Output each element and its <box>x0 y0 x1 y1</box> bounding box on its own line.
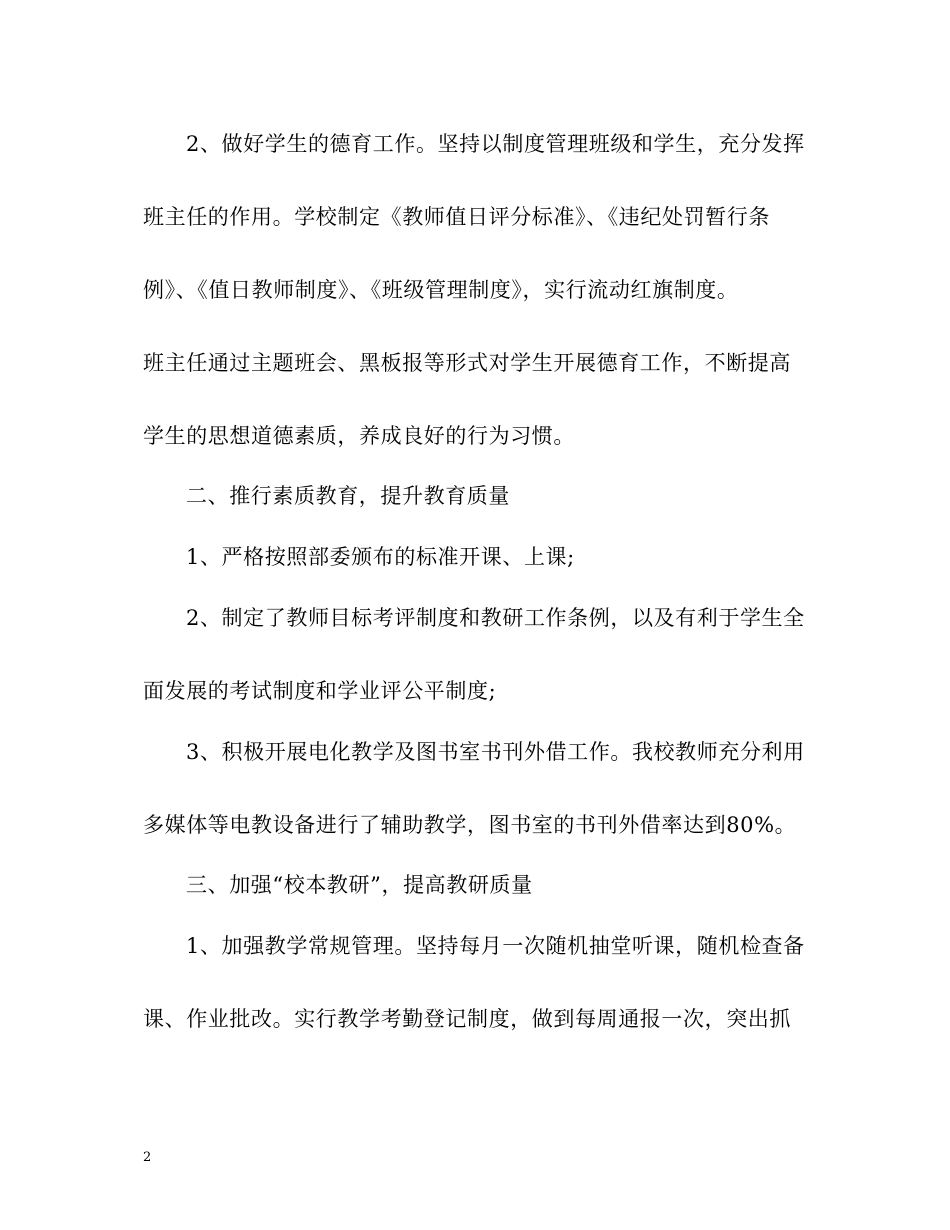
paragraph-line: 例》、《值日教师制度》、《班级管理制度》，实行流动红旗制度。 <box>143 278 739 302</box>
page-number: 2 <box>143 1150 152 1165</box>
paragraph-line: 面发展的考试制度和学业评公平制度; <box>143 679 497 703</box>
paragraph-line: 多媒体等电教设备进行了辅助教学，图书室的书刊外借率达到80%。 <box>143 813 797 837</box>
paragraph-line: 2、做好学生的德育工作。坚持以制度管理班级和学生，充分发挥 <box>186 132 805 156</box>
section-heading: 三、加强“校本教研”，提高教研质量 <box>186 873 533 897</box>
paragraph-line: 学生的思想道德素质，养成良好的行为习惯。 <box>143 424 575 448</box>
list-item: 1、加强教学常规管理。坚持每月一次随机抽堂听课，随机检查备 <box>186 934 805 958</box>
list-item: 2、制定了教师目标考评制度和教研工作条例，以及有利于学生全 <box>186 606 805 630</box>
section-heading: 二、推行素质教育，提升教育质量 <box>186 484 510 508</box>
paragraph-line: 班主任的作用。学校制定《教师值日评分标准》、《违纪处罚暂行条 <box>143 205 770 229</box>
list-item: 3、积极开展电化教学及图书室书刊外借工作。我校教师充分利用 <box>186 740 805 764</box>
list-item: 1、严格按照部委颁布的标准开课、上课; <box>186 545 575 569</box>
paragraph-line: 班主任通过主题班会、黑板报等形式对学生开展德育工作，不断提高 <box>143 351 791 375</box>
paragraph-line: 课、作业批改。实行教学考勤登记制度，做到每周通报一次，突出抓 <box>143 1007 791 1031</box>
